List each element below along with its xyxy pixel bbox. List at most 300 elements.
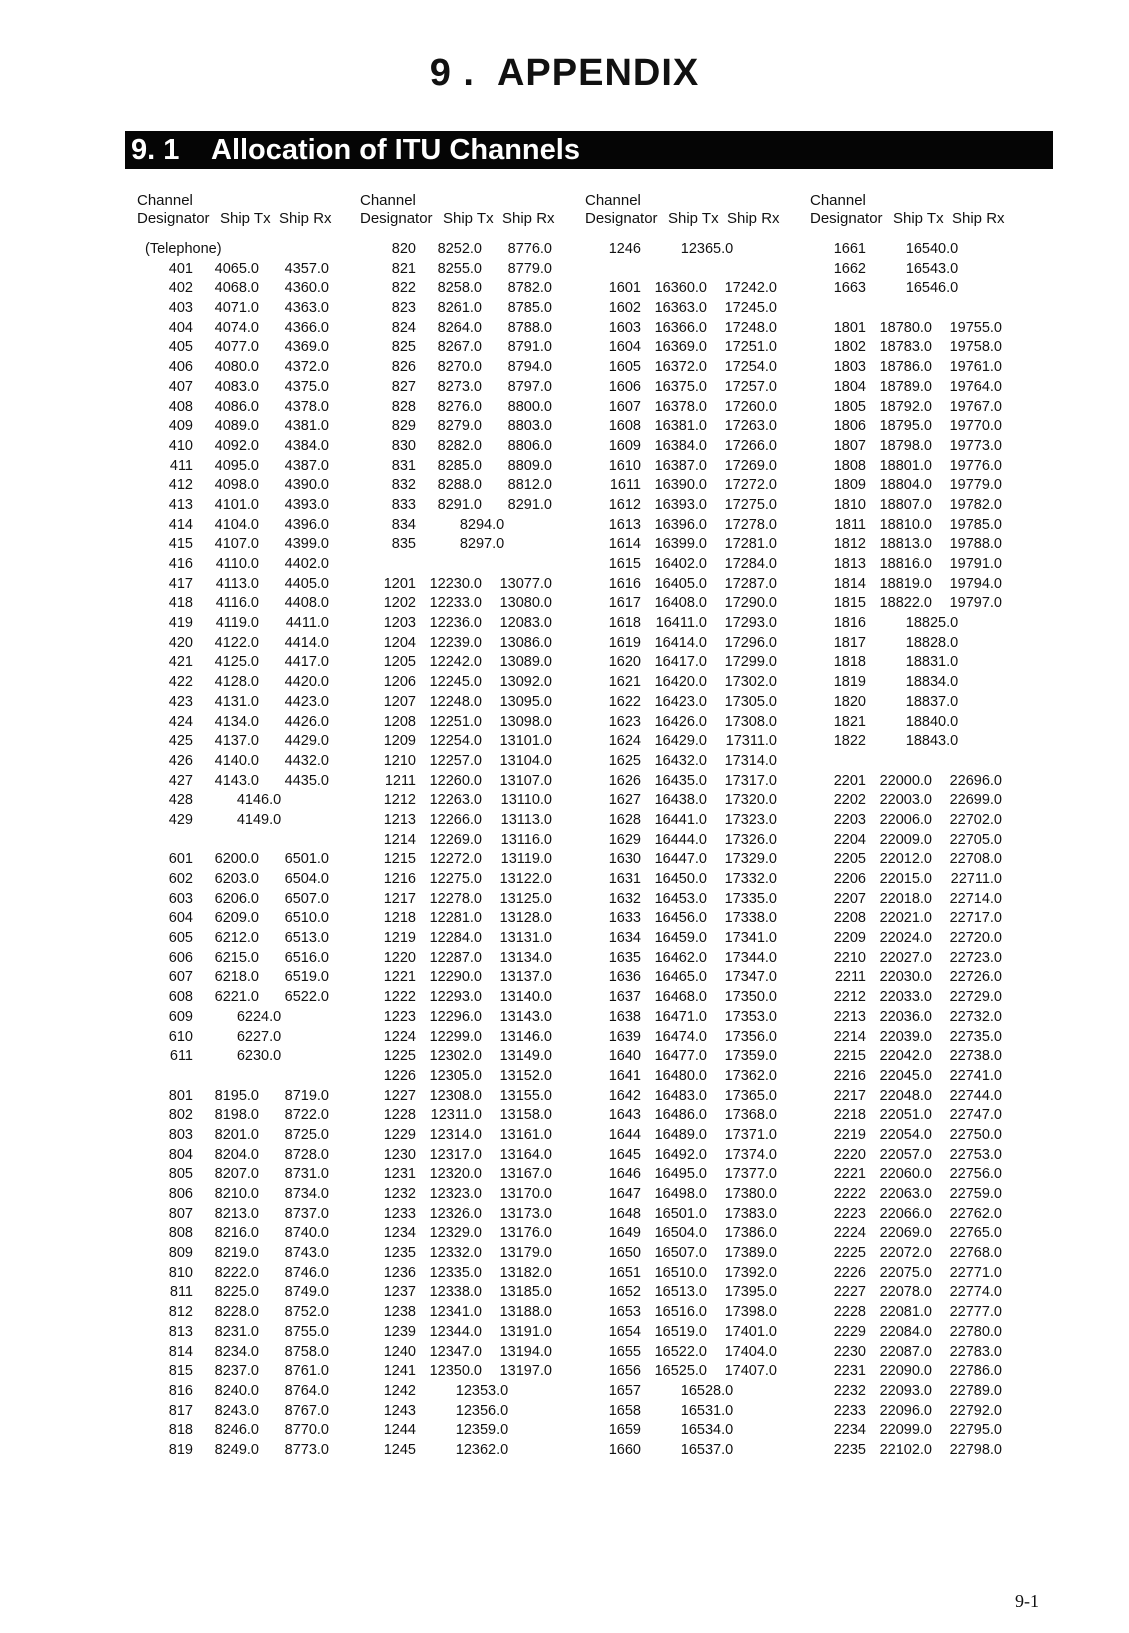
channel-row xyxy=(810,575,1020,595)
ship-tx-frequency: 6221.0 xyxy=(214,989,259,1006)
ship-rx-frequency: 13101.0 xyxy=(499,733,552,750)
channel-row xyxy=(585,358,795,378)
simplex-frequency: 18828.0 xyxy=(905,634,959,651)
ship-tx-frequency: 22027.0 xyxy=(879,949,932,966)
ship-rx-frequency: 13143.0 xyxy=(499,1008,552,1025)
ship-tx-frequency: 16504.0 xyxy=(654,1225,707,1242)
ship-tx-frequency: 16399.0 xyxy=(654,536,707,553)
channel-designator: 1640 xyxy=(608,1048,641,1065)
ship-rx-frequency: 13131.0 xyxy=(499,930,552,947)
channel-row xyxy=(360,811,570,831)
ship-tx-frequency: 4092.0 xyxy=(214,437,259,454)
ship-rx-frequency: 17386.0 xyxy=(724,1225,777,1242)
channel-row xyxy=(585,949,795,969)
ship-tx-frequency: 16366.0 xyxy=(654,319,707,336)
ship-rx-frequency: 13092.0 xyxy=(499,674,552,691)
ship-tx-frequency: 12275.0 xyxy=(429,871,482,887)
ship-tx-frequency: 18783.0 xyxy=(879,339,932,356)
channel-row xyxy=(585,1087,795,1107)
channel-designator: 1663 xyxy=(833,280,866,297)
header-row-2 xyxy=(137,210,347,228)
channel-row xyxy=(137,1087,347,1107)
header-channel: Channel xyxy=(360,192,416,209)
ship-tx-frequency: 16465.0 xyxy=(654,969,707,986)
channel-row xyxy=(585,279,795,299)
simplex-frequency: 6230.0 xyxy=(236,1048,282,1065)
header-row-2 xyxy=(360,210,570,228)
channel-row xyxy=(585,1283,795,1303)
ship-rx-frequency: 4369.0 xyxy=(284,339,329,356)
channel-designator: 2233 xyxy=(833,1402,866,1419)
channel-designator: 1622 xyxy=(608,693,641,710)
channel-designator: 1222 xyxy=(383,989,416,1006)
channel-designator: 804 xyxy=(168,1146,193,1163)
channel-row xyxy=(137,988,347,1008)
channel-designator: 413 xyxy=(168,496,193,513)
ship-rx-frequency: 4372.0 xyxy=(284,359,329,376)
ship-tx-frequency: 12284.0 xyxy=(429,930,482,947)
ship-rx-frequency: 17275.0 xyxy=(724,496,777,513)
ship-rx-frequency: 17335.0 xyxy=(724,890,777,907)
channel-designator: 2235 xyxy=(833,1441,866,1458)
channel-row xyxy=(585,653,795,673)
channel-row xyxy=(810,1028,1020,1048)
ship-tx-frequency: 4119.0 xyxy=(215,615,259,632)
channel-designator: 2231 xyxy=(833,1363,866,1380)
ship-tx-frequency: 4086.0 xyxy=(214,398,259,415)
ship-tx-frequency: 16402.0 xyxy=(654,556,707,572)
ship-tx-frequency: 16462.0 xyxy=(654,949,707,966)
channel-row xyxy=(360,575,570,595)
ship-rx-frequency: 17305.0 xyxy=(724,693,777,710)
ship-tx-frequency: 16525.0 xyxy=(654,1363,707,1380)
ship-rx-frequency: 6507.0 xyxy=(284,890,329,907)
ship-tx-frequency: 22057.0 xyxy=(879,1146,932,1163)
channel-rows xyxy=(137,240,347,1461)
channel-row xyxy=(810,653,1020,673)
ship-rx-frequency: 17329.0 xyxy=(724,851,777,868)
channel-row xyxy=(810,831,1020,851)
ship-tx-frequency: 16393.0 xyxy=(654,496,707,513)
ship-rx-frequency: 22762.0 xyxy=(949,1205,1002,1222)
channel-row xyxy=(585,555,795,575)
channel-designator: 2207 xyxy=(833,890,866,907)
ship-tx-frequency: 6209.0 xyxy=(214,910,259,927)
header-channel: Channel xyxy=(810,192,866,209)
ship-rx-frequency: 17332.0 xyxy=(724,871,777,887)
channel-designator: 1809 xyxy=(833,477,866,494)
channel-row xyxy=(810,1283,1020,1303)
channel-designator: 1229 xyxy=(383,1126,416,1143)
channel-row xyxy=(360,870,570,890)
channel-designator: 1648 xyxy=(608,1205,641,1222)
channel-designator: 1634 xyxy=(608,930,641,947)
channel-designator: 1608 xyxy=(608,418,641,435)
channel-row xyxy=(360,535,570,555)
header-ship-tx: Ship Tx xyxy=(443,210,494,227)
channel-row xyxy=(810,1362,1020,1382)
channel-designator: 1605 xyxy=(608,359,641,376)
ship-rx-frequency: 12083.0 xyxy=(499,615,552,632)
channel-column xyxy=(137,192,347,1461)
channel-row xyxy=(360,634,570,654)
channel-designator: 1613 xyxy=(608,516,641,533)
ship-tx-frequency: 18819.0 xyxy=(879,575,932,592)
channel-designator: 2202 xyxy=(833,792,866,809)
channel-row xyxy=(360,614,570,634)
channel-row xyxy=(585,968,795,988)
ship-tx-frequency: 16459.0 xyxy=(654,930,707,947)
channel-designator: 1612 xyxy=(608,496,641,513)
channel-row xyxy=(360,1008,570,1028)
ship-tx-frequency: 16420.0 xyxy=(654,674,707,691)
channel-designator: 1616 xyxy=(608,575,641,592)
chapter-number: 9 . xyxy=(429,52,475,94)
channel-designator: 419 xyxy=(168,615,193,632)
ship-rx-frequency: 13089.0 xyxy=(499,654,552,671)
ship-tx-frequency: 8270.0 xyxy=(437,359,482,376)
ship-rx-frequency: 13197.0 xyxy=(499,1363,552,1380)
ship-tx-frequency: 18795.0 xyxy=(879,418,932,435)
ship-rx-frequency: 17266.0 xyxy=(724,437,777,454)
ship-tx-frequency: 12311.0 xyxy=(430,1107,482,1124)
ship-rx-frequency: 13080.0 xyxy=(499,595,552,612)
ship-tx-frequency: 22066.0 xyxy=(879,1205,932,1222)
spacer-row xyxy=(137,831,347,851)
ship-tx-frequency: 16411.0 xyxy=(655,615,707,632)
header-designator: Designator xyxy=(360,210,433,227)
channel-designator: 805 xyxy=(168,1166,193,1183)
ship-rx-frequency: 17317.0 xyxy=(724,772,777,789)
channel-designator: 818 xyxy=(168,1422,193,1439)
channel-row xyxy=(137,260,347,280)
channel-designator: 1631 xyxy=(608,871,641,887)
channel-row xyxy=(810,1343,1020,1363)
ship-rx-frequency: 22729.0 xyxy=(949,989,1002,1006)
channel-column xyxy=(585,192,795,1461)
ship-rx-frequency: 13173.0 xyxy=(499,1205,552,1222)
channel-designator: 1213 xyxy=(383,811,416,828)
channel-designator: 1801 xyxy=(833,319,866,336)
ship-tx-frequency: 16405.0 xyxy=(654,575,707,592)
ship-rx-frequency: 4381.0 xyxy=(284,418,329,435)
ship-tx-frequency: 4131.0 xyxy=(214,693,259,710)
channel-designator: 408 xyxy=(168,398,193,415)
channel-designator: 406 xyxy=(168,359,193,376)
ship-rx-frequency: 19782.0 xyxy=(949,496,1002,513)
channel-designator: 816 xyxy=(168,1382,193,1399)
channel-designator: 834 xyxy=(391,516,416,533)
header-row-2 xyxy=(810,210,1020,228)
ship-rx-frequency: 22723.0 xyxy=(949,949,1002,966)
ship-tx-frequency: 22087.0 xyxy=(879,1343,932,1360)
channel-row xyxy=(585,1402,795,1422)
channel-row xyxy=(137,1323,347,1343)
ship-rx-frequency: 6516.0 xyxy=(284,949,329,966)
channel-designator: 1620 xyxy=(608,654,641,671)
channel-row xyxy=(810,772,1020,792)
ship-tx-frequency: 22042.0 xyxy=(879,1048,932,1065)
ship-tx-frequency: 12260.0 xyxy=(429,772,482,789)
channel-row xyxy=(137,1264,347,1284)
channel-designator: 1626 xyxy=(608,772,641,789)
ship-tx-frequency: 12272.0 xyxy=(429,851,482,868)
header-ship-tx: Ship Tx xyxy=(893,210,944,227)
channel-designator: 418 xyxy=(168,595,193,612)
ship-tx-frequency: 18804.0 xyxy=(879,477,932,494)
channel-designator: 1805 xyxy=(833,398,866,415)
channel-row xyxy=(810,890,1020,910)
header-designator: Designator xyxy=(137,210,210,227)
channel-row xyxy=(360,260,570,280)
ship-rx-frequency: 8764.0 xyxy=(284,1382,329,1399)
ship-tx-frequency: 16414.0 xyxy=(654,634,707,651)
channel-row xyxy=(360,1165,570,1185)
ship-tx-frequency: 16408.0 xyxy=(654,595,707,612)
simplex-frequency: 12365.0 xyxy=(680,241,734,257)
channel-designator: 603 xyxy=(168,890,193,907)
channel-designator: 828 xyxy=(391,398,416,415)
channel-row xyxy=(585,890,795,910)
ship-tx-frequency: 12299.0 xyxy=(429,1028,482,1045)
ship-rx-frequency: 8734.0 xyxy=(284,1186,329,1202)
channel-designator: 815 xyxy=(168,1363,193,1380)
channel-designator: 1225 xyxy=(383,1048,416,1065)
channel-row xyxy=(137,772,347,792)
ship-rx-frequency: 17401.0 xyxy=(724,1323,777,1340)
channel-designator: 414 xyxy=(168,516,193,533)
ship-tx-frequency: 12305.0 xyxy=(429,1067,482,1084)
ship-tx-frequency: 12323.0 xyxy=(429,1186,482,1202)
channel-row xyxy=(360,476,570,496)
ship-tx-frequency: 22045.0 xyxy=(879,1067,932,1084)
channel-row xyxy=(137,1283,347,1303)
ship-tx-frequency: 22069.0 xyxy=(879,1225,932,1242)
ship-rx-frequency: 19776.0 xyxy=(949,457,1002,474)
ship-tx-frequency: 22009.0 xyxy=(879,831,932,848)
channel-designator: 1218 xyxy=(383,910,416,927)
channel-designator: 1208 xyxy=(383,713,416,730)
ship-tx-frequency: 8276.0 xyxy=(437,398,482,415)
spacer-row xyxy=(360,555,570,575)
channel-row xyxy=(137,319,347,339)
ship-rx-frequency: 22783.0 xyxy=(949,1343,1002,1360)
ship-rx-frequency: 22792.0 xyxy=(949,1402,1002,1419)
ship-rx-frequency: 17383.0 xyxy=(724,1205,777,1222)
ship-rx-frequency: 19797.0 xyxy=(949,595,1002,612)
ship-tx-frequency: 12293.0 xyxy=(429,989,482,1006)
channel-designator: 833 xyxy=(391,496,416,513)
ship-tx-frequency: 18816.0 xyxy=(879,556,932,572)
ship-tx-frequency: 12254.0 xyxy=(429,733,482,750)
channel-row xyxy=(585,1323,795,1343)
ship-rx-frequency: 8773.0 xyxy=(284,1441,329,1458)
channel-designator: 2208 xyxy=(833,910,866,927)
simplex-frequency: 16540.0 xyxy=(905,241,959,257)
ship-rx-frequency: 8791.0 xyxy=(507,339,552,356)
ship-tx-frequency: 12248.0 xyxy=(429,693,482,710)
ship-tx-frequency: 4101.0 xyxy=(214,496,259,513)
channel-designator: 1818 xyxy=(833,654,866,671)
ship-tx-frequency: 12245.0 xyxy=(429,674,482,691)
channel-row xyxy=(137,594,347,614)
channel-designator: 1803 xyxy=(833,359,866,376)
simplex-frequency: 6227.0 xyxy=(236,1028,282,1045)
channel-designator: 410 xyxy=(168,437,193,454)
chapter-title-text: APPENDIX xyxy=(496,52,700,94)
channel-row xyxy=(360,929,570,949)
channel-designator: 417 xyxy=(168,575,193,592)
ship-rx-frequency: 22747.0 xyxy=(949,1107,1002,1124)
channel-designator: 1238 xyxy=(383,1304,416,1321)
channel-designator: 1614 xyxy=(608,536,641,553)
channel-designator: 2224 xyxy=(833,1225,866,1242)
ship-rx-frequency: 22720.0 xyxy=(949,930,1002,947)
ship-tx-frequency: 4065.0 xyxy=(214,260,259,277)
ship-rx-frequency: 8770.0 xyxy=(284,1422,329,1439)
channel-row xyxy=(360,1126,570,1146)
section-number: 9. 1 xyxy=(131,134,180,166)
ship-rx-frequency: 17398.0 xyxy=(724,1304,777,1321)
channel-designator: 1241 xyxy=(383,1363,416,1380)
channel-row xyxy=(137,850,347,870)
ship-tx-frequency: 8282.0 xyxy=(437,437,482,454)
channel-designator: 1202 xyxy=(383,595,416,612)
channel-designator: 421 xyxy=(168,654,193,671)
channel-row xyxy=(360,1323,570,1343)
channel-designator: 1635 xyxy=(608,949,641,966)
ship-tx-frequency: 22090.0 xyxy=(879,1363,932,1380)
channel-designator: 831 xyxy=(391,457,416,474)
channel-row xyxy=(810,732,1020,752)
ship-rx-frequency: 17311.0 xyxy=(725,733,777,750)
channel-designator: 2210 xyxy=(833,949,866,966)
ship-tx-frequency: 16390.0 xyxy=(654,477,707,494)
channel-designator: 407 xyxy=(168,378,193,395)
ship-rx-frequency: 13167.0 xyxy=(499,1166,552,1183)
ship-tx-frequency: 6215.0 xyxy=(214,949,259,966)
header-ship-tx: Ship Tx xyxy=(668,210,719,227)
channel-designator: 1205 xyxy=(383,654,416,671)
ship-rx-frequency: 22753.0 xyxy=(949,1146,1002,1163)
channel-designator: 2211 xyxy=(834,969,866,986)
channel-row xyxy=(360,752,570,772)
channel-designator: 823 xyxy=(391,300,416,317)
column-header xyxy=(810,192,1020,228)
ship-rx-frequency: 17314.0 xyxy=(724,752,777,769)
channel-row xyxy=(585,476,795,496)
channel-designator: 429 xyxy=(168,811,193,828)
ship-tx-frequency: 22024.0 xyxy=(879,930,932,947)
channel-designator: 1207 xyxy=(383,693,416,710)
ship-rx-frequency: 22708.0 xyxy=(949,851,1002,868)
ship-rx-frequency: 13146.0 xyxy=(499,1028,552,1045)
ship-tx-frequency: 8249.0 xyxy=(214,1441,259,1458)
channel-designator: 1630 xyxy=(608,851,641,868)
ship-tx-frequency: 6206.0 xyxy=(214,890,259,907)
channel-designator: 811 xyxy=(169,1284,193,1301)
channel-row xyxy=(137,732,347,752)
channel-designator: 1628 xyxy=(608,811,641,828)
channel-row xyxy=(810,437,1020,457)
ship-tx-frequency: 16372.0 xyxy=(654,359,707,376)
channel-designator: 1221 xyxy=(383,969,416,986)
channel-row xyxy=(585,752,795,772)
channel-row xyxy=(137,516,347,536)
channel-designator: 402 xyxy=(168,280,193,297)
ship-rx-frequency: 4384.0 xyxy=(284,437,329,454)
simplex-frequency: 18834.0 xyxy=(905,674,959,691)
channel-row xyxy=(137,693,347,713)
channel-designator: 2222 xyxy=(833,1186,866,1202)
ship-rx-frequency: 22714.0 xyxy=(949,890,1002,907)
ship-rx-frequency: 17338.0 xyxy=(724,910,777,927)
channel-row xyxy=(810,1106,1020,1126)
channel-designator: 420 xyxy=(168,634,193,651)
channel-row xyxy=(360,1244,570,1264)
channel-row xyxy=(585,673,795,693)
channel-designator: 803 xyxy=(168,1126,193,1143)
channel-designator: 1645 xyxy=(608,1146,641,1163)
channel-row xyxy=(585,319,795,339)
channel-designator: 1246 xyxy=(608,241,641,257)
ship-tx-frequency: 4077.0 xyxy=(214,339,259,356)
channel-designator: 1627 xyxy=(608,792,641,809)
ship-rx-frequency: 22771.0 xyxy=(949,1264,1002,1281)
ship-rx-frequency: 17269.0 xyxy=(724,457,777,474)
channel-designator: 810 xyxy=(168,1264,193,1281)
ship-tx-frequency: 16489.0 xyxy=(654,1126,707,1143)
channel-designator: 1603 xyxy=(608,319,641,336)
ship-rx-frequency: 17341.0 xyxy=(724,930,777,947)
ship-tx-frequency: 18810.0 xyxy=(879,516,932,533)
ship-rx-frequency: 17380.0 xyxy=(724,1186,777,1202)
channel-row xyxy=(585,1185,795,1205)
channel-designator: 411 xyxy=(169,457,193,474)
section-title: Allocation of ITU Channels xyxy=(211,134,580,166)
channel-designator: 1643 xyxy=(608,1107,641,1124)
channel-row xyxy=(810,1165,1020,1185)
channel-designator: 2204 xyxy=(833,831,866,848)
ship-tx-frequency: 16363.0 xyxy=(654,300,707,317)
ship-tx-frequency: 4068.0 xyxy=(214,280,259,297)
ship-tx-frequency: 12344.0 xyxy=(429,1323,482,1340)
channel-designator: 1224 xyxy=(383,1028,416,1045)
channel-designator: 802 xyxy=(168,1107,193,1124)
channel-row xyxy=(810,496,1020,516)
channel-row xyxy=(810,811,1020,831)
channel-row xyxy=(137,1382,347,1402)
channel-row xyxy=(137,1402,347,1422)
channel-row xyxy=(810,1264,1020,1284)
channel-designator: 1649 xyxy=(608,1225,641,1242)
ship-tx-frequency: 12338.0 xyxy=(429,1284,482,1301)
header-channel: Channel xyxy=(585,192,641,209)
ship-tx-frequency: 22039.0 xyxy=(879,1028,932,1045)
ship-rx-frequency: 8809.0 xyxy=(507,457,552,474)
spacer-row xyxy=(810,752,1020,772)
channel-designator: 1623 xyxy=(608,713,641,730)
channel-row xyxy=(360,713,570,733)
channel-row xyxy=(810,1008,1020,1028)
channel-designator: 1807 xyxy=(833,437,866,454)
channel-row xyxy=(360,791,570,811)
channel-designator: 1215 xyxy=(383,851,416,868)
channel-row xyxy=(360,1441,570,1461)
channel-designator: 1214 xyxy=(383,831,416,848)
ship-tx-frequency: 16522.0 xyxy=(654,1343,707,1360)
channel-designator: 1232 xyxy=(383,1186,416,1202)
